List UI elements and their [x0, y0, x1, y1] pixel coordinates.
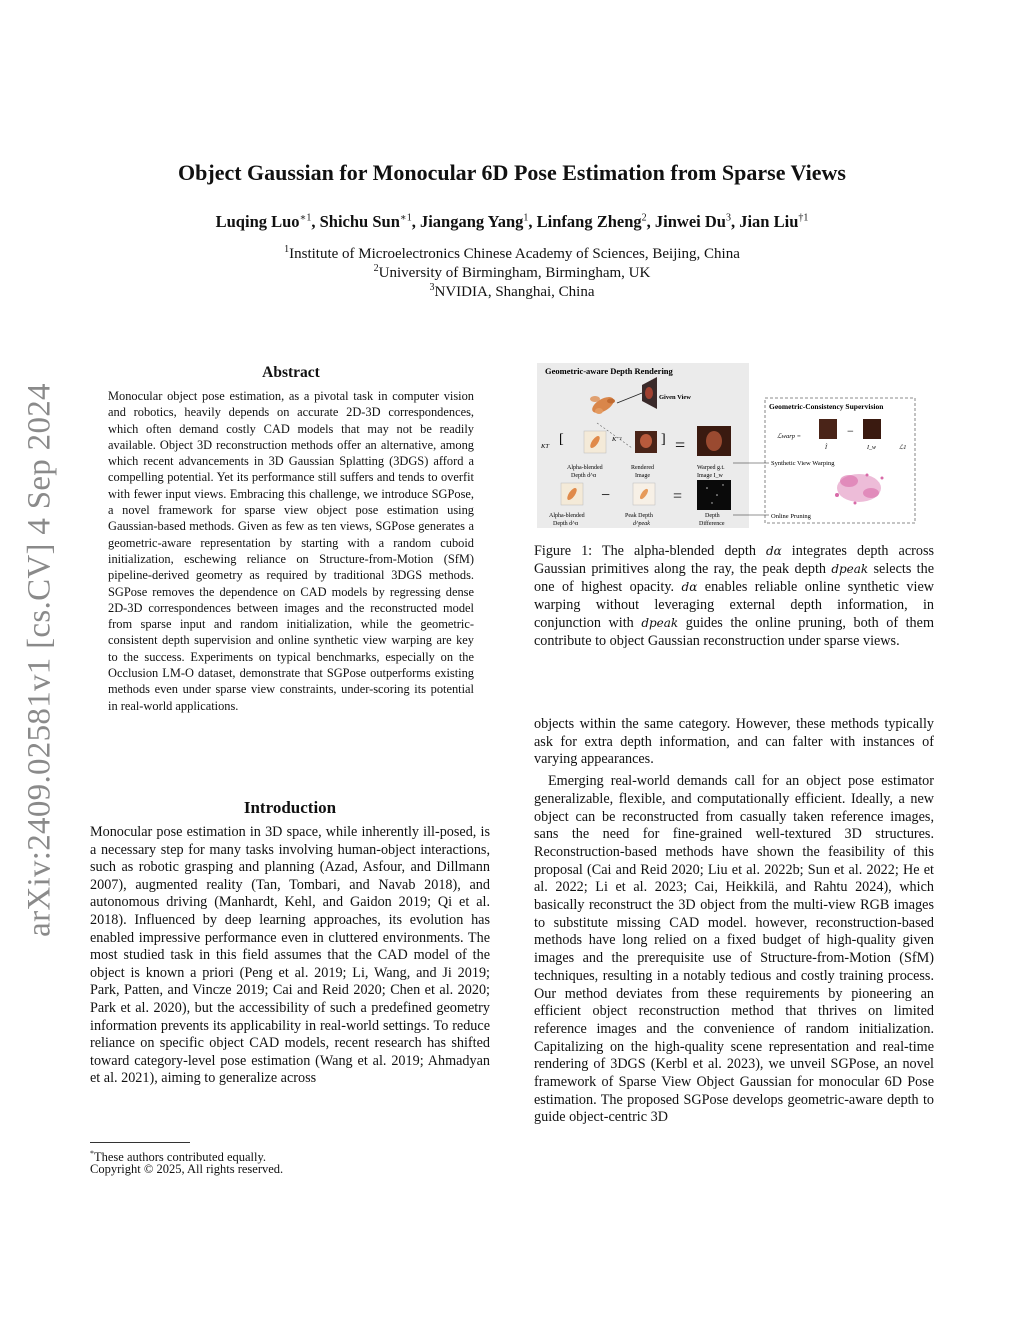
equals-sign: = [673, 488, 683, 505]
equals-sign: = [675, 435, 686, 455]
rendered-caption: Rendered [631, 465, 654, 471]
abstract-heading: Abstract [262, 364, 320, 381]
iw-label: I_w [867, 445, 876, 451]
minus-sign: − [601, 487, 611, 504]
synthetic-warping-label: Synthetic View Warping [771, 460, 835, 467]
footnote-rule [90, 1142, 190, 1143]
paper-title: Object Gaussian for Monocular 6D Pose Estimation from Sparse Views [178, 160, 846, 185]
caption-text: The alpha-blended depth [592, 543, 766, 559]
peak-depth-symbol: dpeak [641, 616, 679, 630]
warped-caption: Warped g.t. [697, 465, 725, 471]
introduction-heading: Introduction [243, 798, 337, 817]
warped-caption: Image I_w [697, 473, 723, 479]
affiliation-2 [0, 263, 1024, 282]
l1-label: ℒ1 [899, 445, 907, 451]
object-shape [706, 431, 722, 451]
author-separator: , [528, 212, 537, 231]
author-name: Shichu Sun [319, 212, 400, 231]
caption-text: selects the one of highest opacity. [534, 561, 934, 595]
alpha-depth-caption: Depth d^α [571, 473, 597, 479]
abstract-text: Monocular object pose estimation, as a pivotal task in computer vision and robotics, heavily depends on accurate 2D-3D correspondences, which often demand costly CAD models that may not be readily available. Object 3D reconstruction methods offer an alternative, among which recent advancements in 3D Gaussian Splatting (3DGS) afford a compelling potential. Yet its performance still suffers and tends to overfit with fewer input views. Embracing this challenge, we introduce SGPose, a novel framework for sparse view object pose estimation using Gaussian-based methods. Given as few as ten views, SGPose generates a geometric-aware representation by starting with a random cuboid initialization, eschewing reliance on Structure-from-Motion (SfM) pipeline-derived geometry as required by traditional 3DGS methods. SGPose removes the dependence on CAD models by regressing dense 2D-3D correspondences between images and the reconstructed model from sparse input and random initialization, while the geometric-consistent depth supervision and online synthetic view warping are key to the success. Experiments on typical benchmarks, especially on the Occlusion LM-O dataset, demonstrate that SGPose outperforms existing methods even under sparse view constraints, under-scoring its potential in real-world applications. [108, 389, 474, 713]
right-column-text [534, 716, 934, 1127]
author-name: Jinwei Du [654, 212, 726, 231]
introduction-text: Monocular pose estimation in 3D space, while inherently ill-posed, is a necessary step for many tasks involving human-object interactions, such as robotic grasping and planning (Azad, Asfour, and Dillmann 2007), augmented reality (Tan, Tombari, and Navab 2018), and autonomous driving (Manhardt, Kehl, and Gaidon 2019; Qi et al. 2018). Influenced by deep learning approaches, its evolution has enabled impressive performance even in cluttered environments. The most studied task in this field assumes that the CAD model of the object is known a priori (Peng et al. 2019; Li, Wang, and Ji 2019; Park, Patten, and Vincze 2019; Cai and Reid 2020; Chen et al. 2020; Park et al. 2020), but the accessibility of such a predefined geometry information prevents its applicability in real-world settings. To reduce reliance on specific object CAD models, recent research has shifted toward category-level pose estimation (Wang et al. 2019; Ahmadyan et al. 2021), aiming to generalize across [90, 824, 490, 1087]
caption-text: integrates depth across Gaussian primitives along the ray, the peak depth [534, 543, 935, 577]
figure-caption [534, 542, 934, 650]
rendered-caption: Image [635, 473, 650, 479]
depth-diff-caption: Difference [699, 521, 725, 527]
paragraph: Emerging real-world demands call for an object pose estimator generalizable, flexible, and computationally efficient. Ideally, a new object can be reconstructed from casually taken reference images, sans the need for fine-grained well-textured 3D structures. Reconstruction-based methods have shown the feasibility of this proposal (Cai and Reid 2020; Liu et al. 2022b; Sun et al. 2022; He et al. 2022; Li et al. 2023; Cai, Heikkilä, and Rahtu 2024), which basically reconstruct the 3D object from the multi-view RGB images to substitute missing CAD model. however, reconstruction-based methods have long relied on a fixed budget of high-quality given images and the prerequisite use of Structure-from-Motion (SfM) techniques, resulting in a notably tedious and costly training process. Our method deviates from these requirements by pioneering an efficient object reconstruction method that thrives on limited reference images and the convenience of random initialization. Capitalizing on the high-quality scene representation and real-time rendering of 3DGS (Kerbl et al. 2023), we unveil SGPose, an novel framework of Sparse View Object Gaussian for monocular 6D Pose estimation. The proposed SGPose develops geometric-aware depth to guide object-centric 3D [534, 773, 934, 1126]
peak-depth-caption: Peak Depth [625, 513, 653, 519]
depth-diff-caption: Depth [705, 513, 720, 519]
figure-1 [537, 363, 917, 528]
author-list [0, 212, 1024, 232]
figure-label: Figure 1: [534, 543, 593, 559]
k-inverse-label: K⁻¹ [612, 436, 622, 443]
rendering-panel-title: Geometric-aware Depth Rendering [545, 366, 673, 376]
arxiv-sidebar [18, 360, 62, 960]
author-mark: 3 [725, 212, 731, 224]
copyright-notice: Copyright © 2025, All rights reserved. [90, 1162, 284, 1176]
arxiv-identifier: arXiv:2409.02581v1 [cs.CV] 4 Sep 2024 [21, 383, 58, 937]
author-mark: ∗1 [399, 212, 412, 224]
bracket-icon: [ [559, 432, 564, 447]
supervision-title: Geometric-Consistency Supervision [769, 402, 884, 411]
author-separator: , [311, 212, 320, 231]
footnote-text: These authors contributed equally. [94, 1150, 267, 1165]
paragraph: objects within the same category. However, these methods typically ask for extra depth information, and can falter with instances of varying appearances. [534, 716, 934, 768]
footnote-mark: * [90, 1149, 94, 1158]
affiliation-mark: 3 [429, 282, 435, 293]
figure-diagram [537, 363, 917, 528]
affiliation-text: NVIDIA, Shanghai, China [434, 284, 595, 300]
bracket-icon: ] [661, 432, 666, 447]
alpha-depth-symbol: dα [681, 580, 698, 594]
peak-depth-symbol: dpeak [831, 562, 869, 576]
author-mark: 2 [641, 212, 647, 224]
author-separator: , [730, 212, 740, 231]
author-name: Jian Liu [739, 212, 799, 231]
rendered-thumb [819, 419, 837, 439]
author-mark: ∗1 [299, 212, 312, 224]
minus-sign: − [847, 424, 854, 438]
affiliation-3 [0, 282, 1024, 301]
affiliation-mark: 1 [284, 244, 290, 255]
object-shape [640, 434, 652, 448]
author-name: Jiangang Yang [419, 212, 524, 231]
alpha-depth-symbol: dα [765, 544, 782, 558]
alpha-depth-caption: Alpha-blended [567, 465, 603, 471]
author-separator: , [646, 212, 655, 231]
depth-difference-thumbnail [697, 480, 731, 510]
caption-text: enables reliable online synthetic view warping without leveraging external depth information, in conjunction with [534, 579, 934, 631]
warped-thumb [863, 419, 881, 439]
author-name: Luqing Luo [215, 212, 300, 231]
caption-text: guides the online pruning, both of them contribute to object Gaussian reconstruction under sparse views. [534, 615, 934, 649]
affiliation-text: Institute of Microelectronics Chinese Academy of Sciences, Beijing, China [289, 246, 740, 262]
alpha-depth-caption: Alpha-blended [549, 513, 585, 519]
ihat-label: Î [825, 445, 827, 451]
alpha-depth-caption: Depth d^α [553, 521, 579, 527]
online-pruning-label: Online Pruning [771, 513, 811, 520]
affiliation-text: University of Birmingham, Birmingham, UK [378, 265, 651, 281]
peak-depth-caption: d^peak [633, 521, 650, 527]
author-mark: †1 [798, 212, 809, 224]
kt-label: KT [541, 443, 549, 450]
affiliation-1 [0, 244, 1024, 263]
author-separator: , [411, 212, 420, 231]
author-name: Linfang Zheng [536, 212, 642, 231]
affiliation-mark: 2 [373, 263, 379, 274]
lwarp-label: ℒwarp = [777, 433, 802, 440]
author-mark: 1 [523, 212, 529, 224]
given-view-label: Given View [659, 394, 691, 401]
